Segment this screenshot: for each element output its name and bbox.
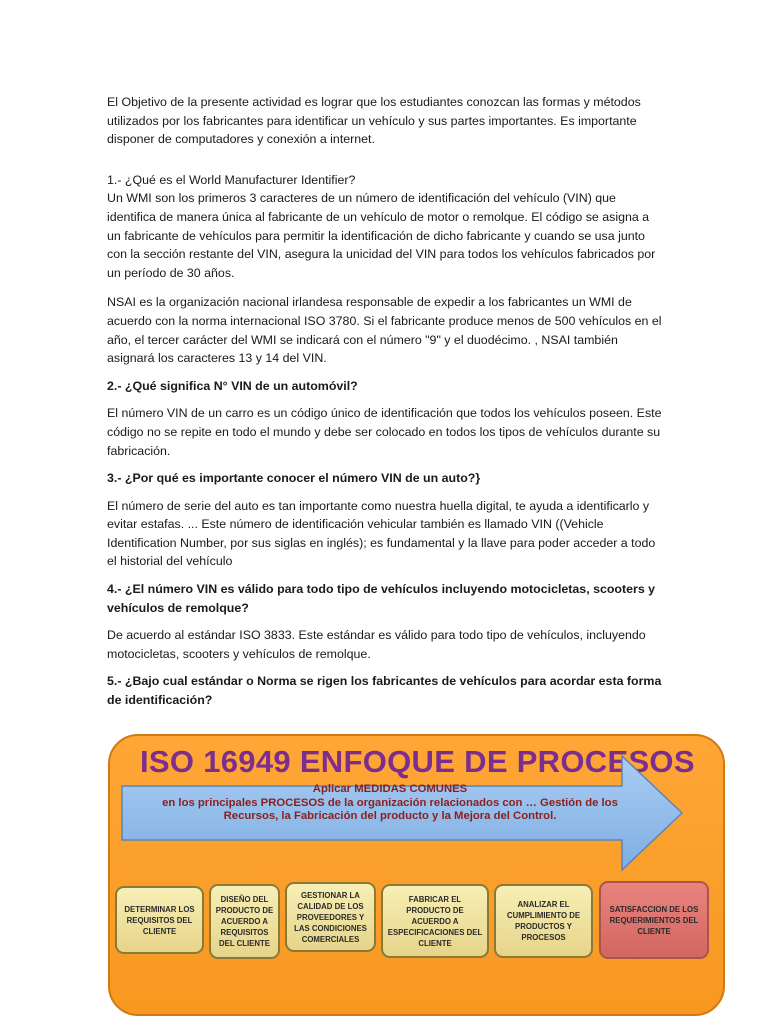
process-box-determinar: DETERMINAR LOS REQUISITOS DEL CLIENTE — [115, 886, 204, 954]
question-3: 3.- ¿Por qué es importante conocer el número VIN de un auto?} — [107, 471, 481, 486]
document-body — [107, 93, 663, 710]
process-box-diseno: DISEÑO DEL PRODUCTO DE ACUERDO A REQUISITOS DEL CLIENTE — [209, 884, 280, 959]
question-1: 1.- ¿Qué es el World Manufacturer Identifier? — [107, 172, 356, 187]
question-5: 5.- ¿Bajo cual estándar o Norma se rigen los fabricantes de vehículos para acordar esta forma de identificación? — [107, 674, 662, 708]
arrow-line-2: en los principales PROCESOS de la organización relacionados con … Gestión de los — [162, 796, 618, 809]
process-box-fabricar: FABRICAR EL PRODUCTO DE ACUERDO A ESPECIFICACIONES DEL CLIENTE — [381, 884, 489, 958]
process-box-satisfaccion: SATISFACCION DE LOS REQUERIMIENTOS DEL CLIENTE — [599, 881, 709, 959]
answer-3: El número de serie del auto es tan importante como nuestra huella digital, te ayuda a identificarlo y evitar estafas. ... Este número de identificación vehicular también es llamado VIN ((Vehicle Identification Number, por sus siglas en inglés); es fundamental y la llave para poder acceder a todo el historial del vehículo — [107, 498, 656, 569]
intro-paragraph: El Objetivo de la presente actividad es lograr que los estudiantes conozcan las formas y métodos utilizados por los fabricantes para identificar un vehículo y sus partes importantes. Es importante disponer de computadores y conexión a internet. — [107, 95, 641, 147]
arrow-line-3: Recursos, la Fabricación del producto y la Mejora del Control. — [223, 810, 557, 822]
diagram-title: ISO 16949 ENFOQUE DE PROCESOS — [140, 744, 695, 779]
arrow-line-1: Aplicar MEDIDAS COMUNES — [312, 783, 468, 795]
question-4: 4.- ¿El número VIN es válido para todo tipo de vehículos incluyendo motocicletas, scooters y vehículos de remolque? — [107, 582, 656, 615]
answer-1-nsai: NSAI es la organización nacional irlandesa responsable de expedir a los fabricantes un WMI de acuerdo con la norma internacional ISO 3780. Si el fabricante produce menos de 500 vehículos en el año, el tercer carácter del WMI se indicará con el número "9" y el duodécimo. , NSAI también asignará los caracteres 13 y 14 del VIN. — [107, 295, 662, 366]
process-box-proveedores: GESTIONAR LA CALIDAD DE LOS PROVEEDORES Y LAS CONDICIONES COMERCIALES — [285, 882, 376, 952]
question-2: 2.- ¿Qué significa N° VIN de un automóvil? — [107, 378, 358, 393]
answer-4: De acuerdo al estándar ISO 3833. Este estándar es válido para todo tipo de vehículos, incluyendo motocicletas, scooters y vehículos de remolque. — [107, 628, 646, 661]
answer-1: Un WMI son los primeros 3 caracteres de un número de identificación del vehículo (VIN) que identifica de manera única al fabricante de un vehículo de motor o remolque. El código se asigna a un fabricante de vehículos para permitir la identificación de dicho fabricante y cuando se usa junto con la sección restante del VIN, asegura la unicidad del VIN para todos los vehículos fabricados por un período de 30 años. — [107, 191, 656, 280]
answer-2: El número VIN de un carro es un código único de identificación que todos los vehículos poseen. Este código no se repite en todo el mundo y debe ser colocado en todos los tipos de vehículos durante su fabricación. — [107, 406, 662, 458]
iso-process-diagram — [108, 734, 725, 1016]
process-box-analizar: ANALIZAR EL CUMPLIMIENTO DE PRODUCTOS Y PROCESOS — [494, 884, 593, 958]
process-boxes — [110, 736, 725, 1016]
